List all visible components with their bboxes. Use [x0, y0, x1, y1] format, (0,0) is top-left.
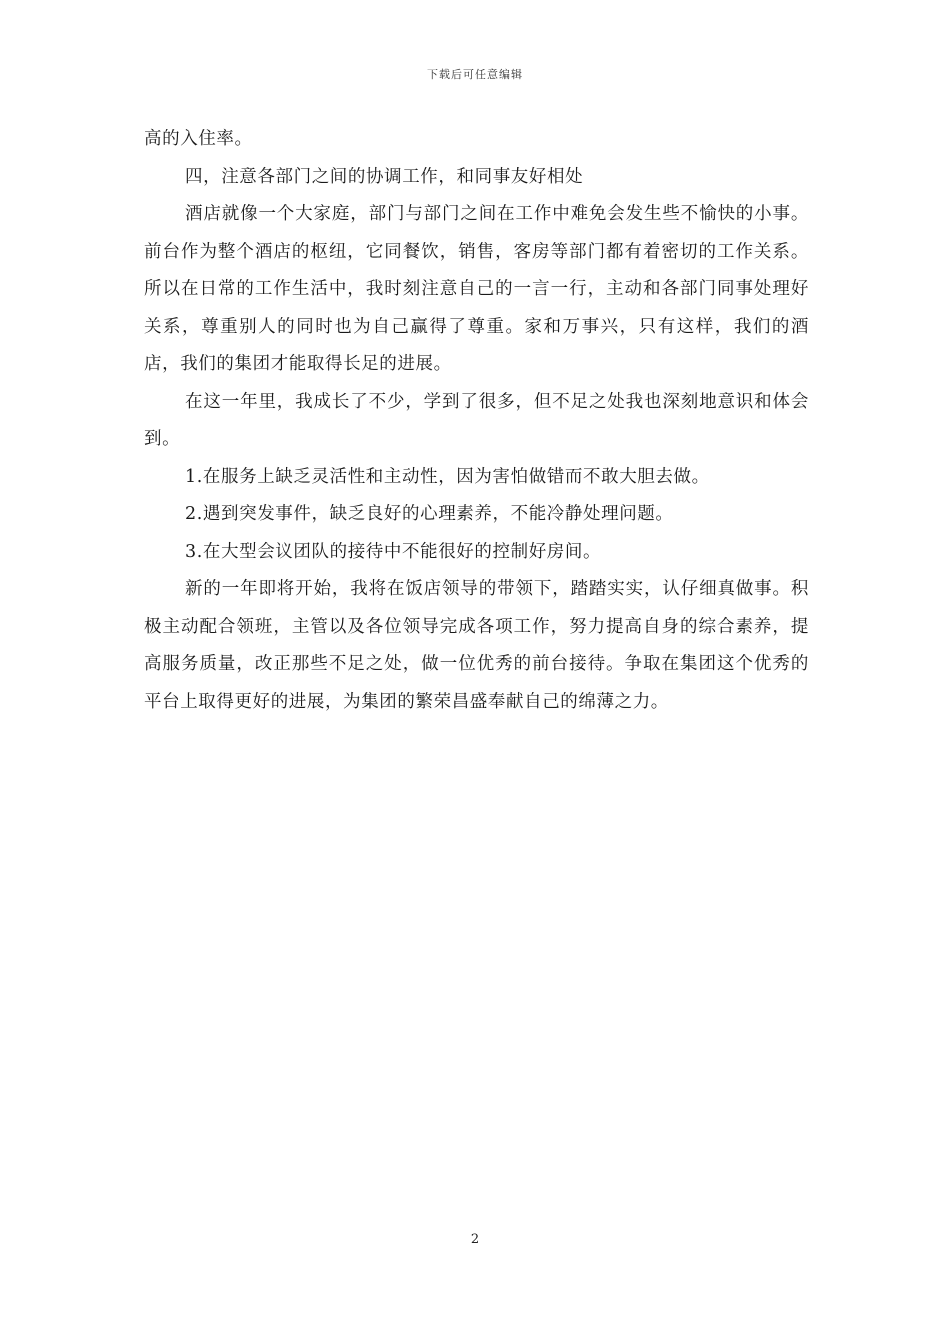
page-header: 下载后可任意编辑	[427, 68, 523, 81]
section-heading-four: 四，注意各部门之间的协调工作，和同事友好相处	[185, 166, 584, 187]
page-number: 2	[470, 1232, 480, 1247]
list-item-1: 1.在服务上缺乏灵活性和主动性，因为害怕做错而不敢大胆去做。	[185, 466, 710, 487]
document-body	[144, 121, 809, 721]
list-item-2: 2.遇到突发事件，缺乏良好的心理素养，不能冷静处理问题。	[185, 504, 674, 524]
paragraph-new-year: 新的一年即将开始，我将在饭店领导的带领下，踏踏实实，认仔细真做事。积极主动配合领班，主管以及各位领导完成各项工作，努力提高自身的综合素养，提高服务质量，改正那些不足之处，做一位优秀的前台接待。争取在集团这个优秀的平台上取得更好的进展，为集团的繁荣昌盛奉献自己的绵薄之力。	[144, 579, 809, 712]
list-item-3: 3.在大型会议团队的接待中不能很好的控制好房间。	[185, 541, 602, 562]
paragraph-continuation: 高的入住率。	[144, 129, 253, 149]
paragraph-hotel-family: 酒店就像一个大家庭，部门与部门之间在工作中难免会发生些不愉快的小事。前台作为整个酒店的枢纽，它同餐饮，销售，客房等部门都有着密切的工作关系。所以在日常的工作生活中，我时刻注意自己的一言一行，主动和各部门同事处理好关系，尊重别人的同时也为自己赢得了尊重。家和万事兴，只有这样，我们的酒店，我们的集团才能取得长足的进展。	[144, 204, 809, 374]
paragraph-year-growth: 在这一年里，我成长了不少，学到了很多，但不足之处我也深刻地意识和体会到。	[144, 391, 809, 449]
